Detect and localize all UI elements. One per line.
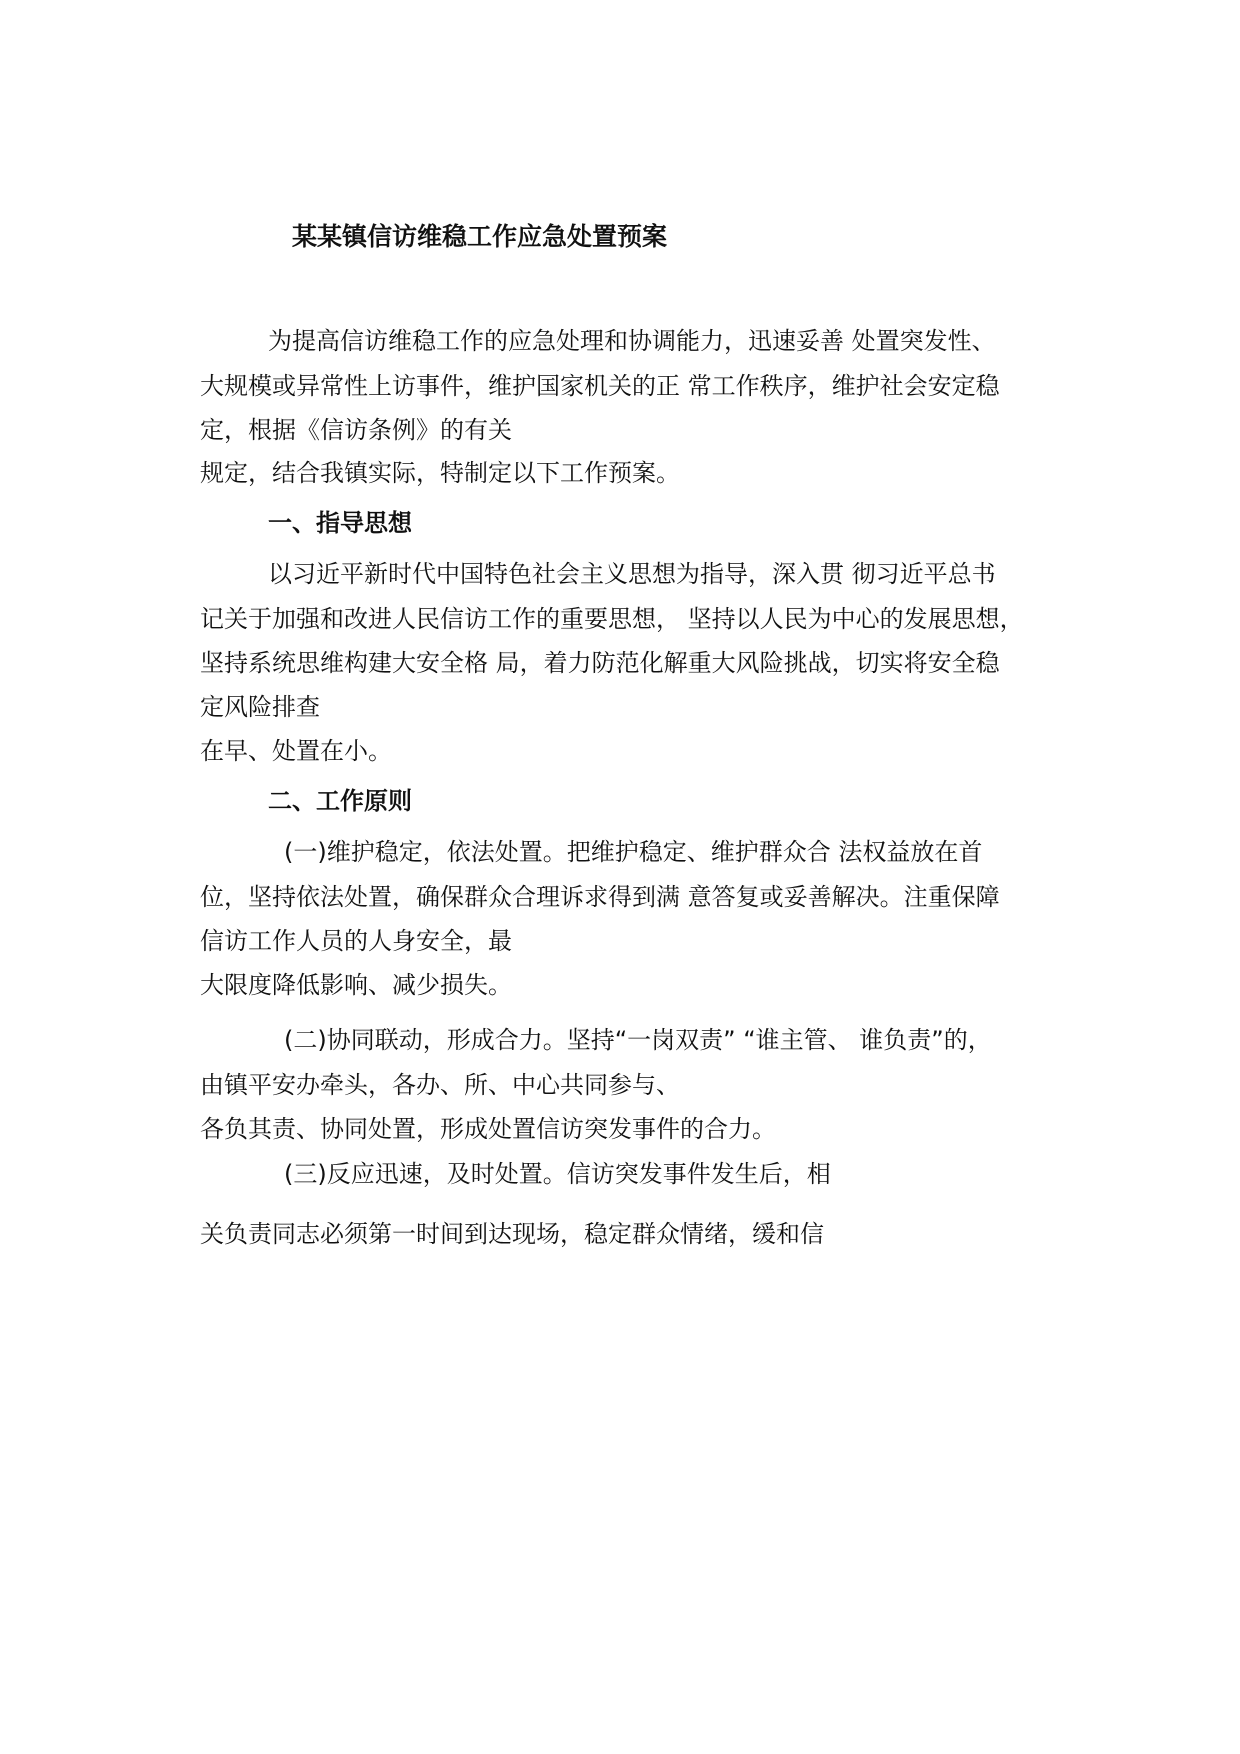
intro-line-2: 大规模或异常性上访事件，维护国家机关的正 常工作秩序，维护社会安定稳 — [200, 372, 1000, 400]
intro-line-4: 规定，结合我镇实际，特制定以下工作预案。 — [200, 459, 680, 487]
section-1-line-2: 记关于加强和改进人民信访工作的重要思想， 坚持以人民为中心的发展思想， — [200, 605, 1024, 633]
intro-line-3: 定，根据《信访条例》的有关 — [200, 416, 512, 444]
principle-3-line-1: (三)反应迅速，及时处置。信访突发事件发生后，相 — [284, 1160, 831, 1188]
principle-1-line-1: (一)维护稳定，依法处置。把维护稳定、维护群众合 法权益放在首 — [284, 838, 983, 866]
principle-1-line-3: 信访工作人员的人身安全，最 — [200, 927, 512, 955]
principle-3-line-2: 关负责同志必须第一时间到达现场，稳定群众情绪，缓和信 — [200, 1220, 824, 1248]
section-1-heading: 一、指导思想 — [268, 509, 412, 537]
intro-line-1: 为提高信访维稳工作的应急处理和协调能力，迅速妥善 处置突发性、 — [268, 327, 996, 355]
section-1-line-1: 以习近平新时代中国特色社会主义思想为指导，深入贯 彻习近平总书 — [268, 560, 996, 588]
principle-1-line-4: 大限度降低影响、减少损失。 — [200, 971, 512, 999]
section-1-line-5: 在早、处置在小。 — [200, 737, 392, 765]
section-1-line-4: 定风险排查 — [200, 693, 320, 721]
principle-2-line-1: (二)协同联动，形成合力。坚持“一岗双责” “谁主管、 谁负责”的， — [284, 1026, 992, 1054]
document-title: 某某镇信访维稳工作应急处置预案 — [292, 222, 668, 251]
section-1-line-3: 坚持系统思维构建大安全格 局，着力防范化解重大风险挑战，切实将安全稳 — [200, 649, 1000, 677]
principle-2-line-2: 由镇平安办牵头，各办、所、中心共同参与、 — [200, 1071, 680, 1099]
principle-1-line-2: 位，坚持依法处置，确保群众合理诉求得到满 意答复或妥善解决。注重保障 — [200, 883, 1000, 911]
principle-2-line-3: 各负其责、协同处置，形成处置信访突发事件的合力。 — [200, 1115, 776, 1143]
section-2-heading: 二、工作原则 — [268, 787, 412, 815]
